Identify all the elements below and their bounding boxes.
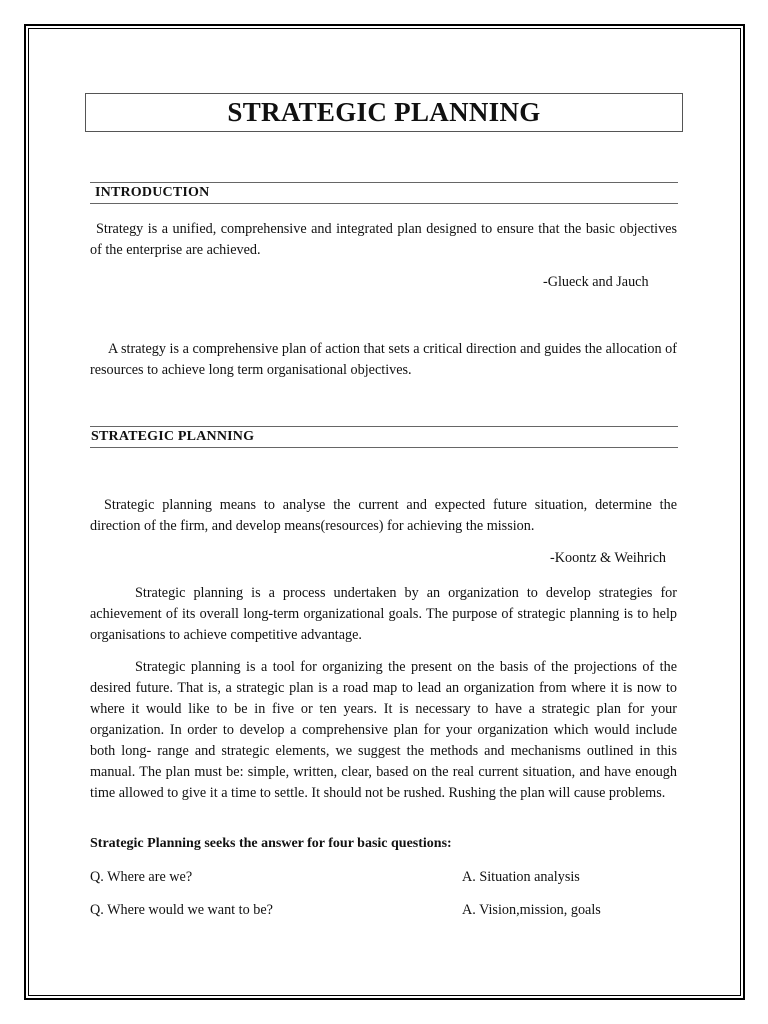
strategy-definition-1: Strategy is a unified, comprehensive and integrated plan designed to ensure that the basic objectives of the enterprise are achieved.	[90, 221, 677, 258]
strategic-planning-definition: Strategic planning means to analyse the current and expected future situation, determine the direction of the firm, and develop means(resources) for achieving the mission.	[90, 497, 677, 534]
question-2: Q. Where would we want to be?	[90, 902, 273, 918]
strategy-definition-2: A strategy is a comprehensive plan of action that sets a critical direction and guides the allocation of resources to achieve long term organisational objectives.	[90, 341, 677, 378]
strategic-planning-paragraph-2: Strategic planning is a tool for organizing the present on the basis of the projections of the desired future. That is, a strategic plan is a road map to lead an organization from where it is now to where it would like to be in five or ten years. It is necessary to have a strategic plan for your organization. In order to develop a comprehensive plan for your organization which would include both long- range and strategic elements, we suggest the methods and mechanisms outlined in this manual. The plan must be: simple, written, clear, based on the real current situation, and have enough time allowed to give it a time to settle. It should not be rushed. Rushing the plan will cause problems.	[90, 659, 677, 801]
introduction-heading: INTRODUCTION	[95, 185, 210, 200]
heading-rule-top	[90, 426, 678, 427]
heading-rule-bottom	[90, 203, 678, 204]
answer-1: A. Situation analysis	[462, 869, 580, 885]
document-title: STRATEGIC PLANNING	[85, 93, 683, 132]
question-1: Q. Where are we?	[90, 869, 193, 885]
heading-rule-top	[90, 182, 678, 183]
questions-heading: Strategic Planning seeks the answer for four basic questions:	[90, 836, 452, 851]
strategic-planning-paragraph-1: Strategic planning is a process undertaken by an organization to develop strategies for achievement of its overall long-term organizational goals. The purpose of strategic planning is to help organisations to achieve competitive advantage.	[90, 585, 677, 643]
citation-glueck-jauch: -Glueck and Jauch	[543, 274, 649, 290]
citation-koontz-weihrich: -Koontz & Weihrich	[550, 550, 667, 566]
answer-2: A. Vision,mission, goals	[462, 902, 601, 918]
strategic-planning-heading: STRATEGIC PLANNING	[91, 429, 255, 444]
heading-rule-bottom	[90, 447, 678, 448]
